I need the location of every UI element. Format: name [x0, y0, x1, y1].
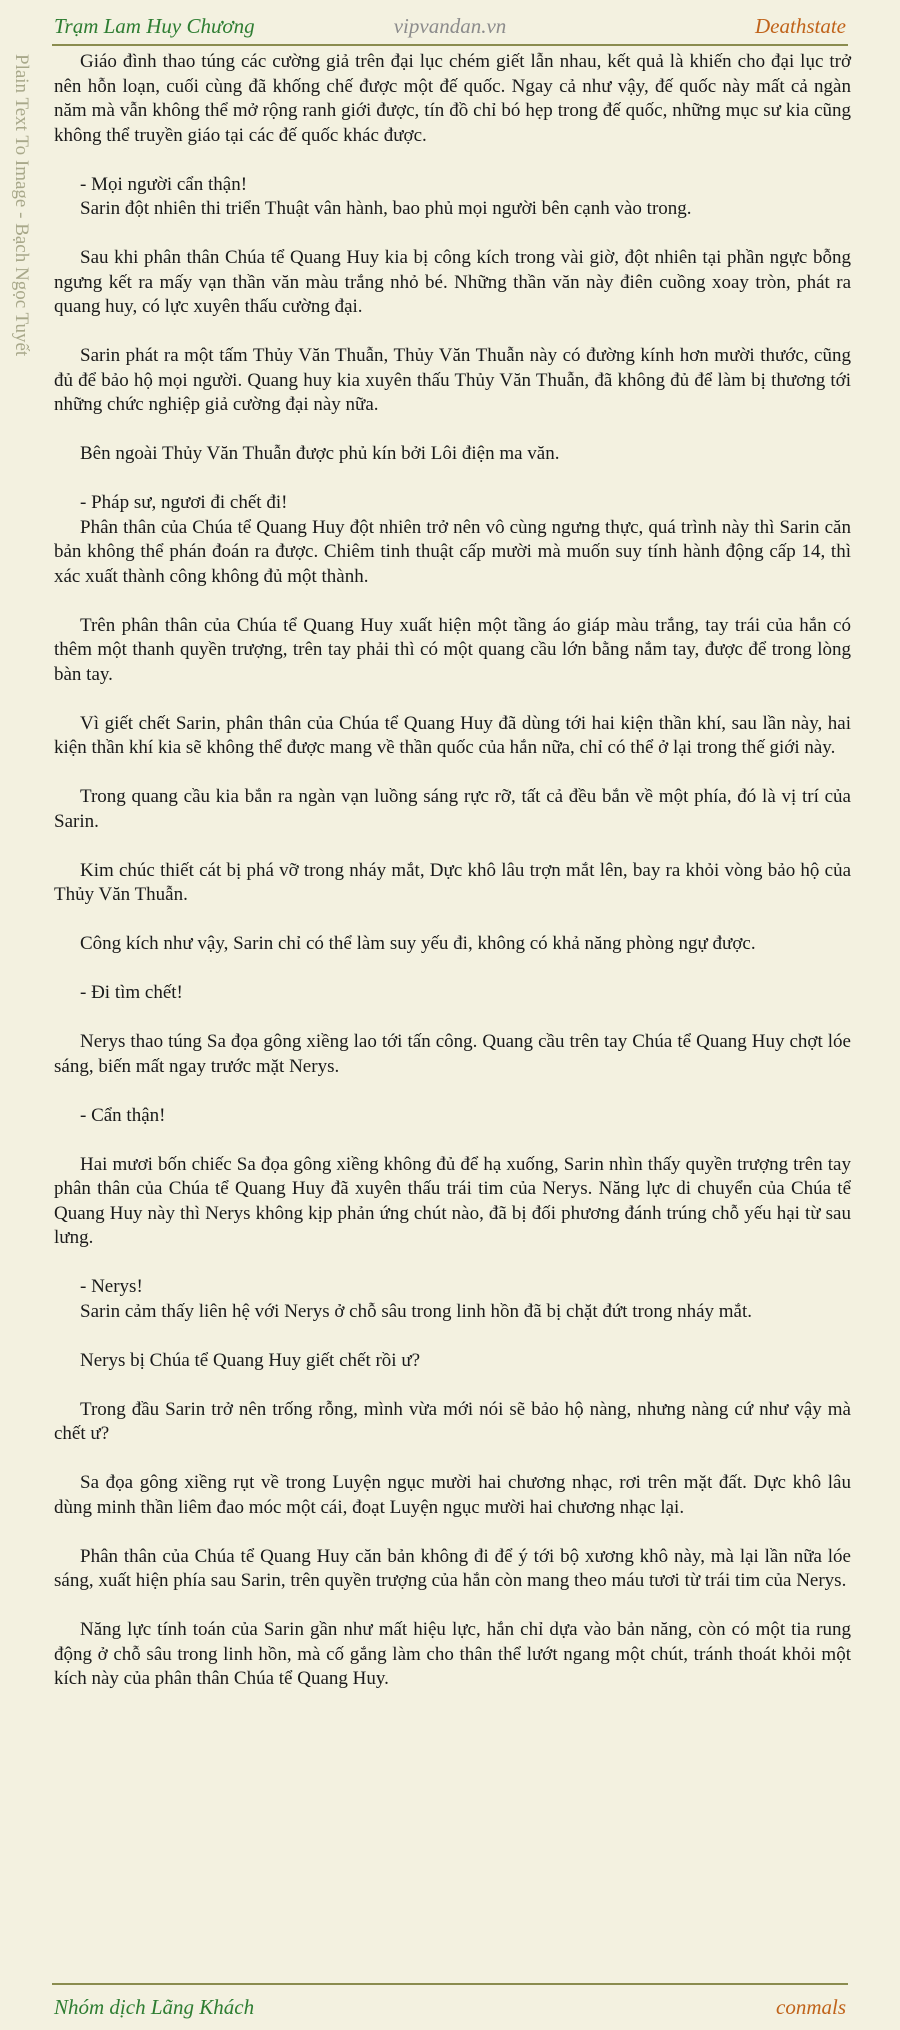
paragraph: Trong quang cầu kia bắn ra ngàn vạn luồng sáng rực rỡ, tất cả đều bắn về một phía, đó là vị trí của Sarin. — [54, 786, 851, 832]
paragraph: Bên ngoài Thủy Văn Thuẫn được phủ kín bởi Lôi điện ma văn. — [80, 443, 560, 464]
footer-editor: conmals — [776, 1995, 846, 2019]
side-watermark — [10, 54, 40, 534]
page-header — [52, 8, 848, 46]
footer-translator-group: Nhóm dịch Lãng Khách — [54, 1995, 255, 2019]
paragraph: Sarin phát ra một tấm Thủy Văn Thuẫn, Thủy Văn Thuẫn này có đường kính hơn mười thước, cũng đủ để bảo hộ mọi người. Quang huy kia xuyên thấu Thủy Văn Thuẫn, đã không đủ để làm bị thương tới những chức nghiệp giả cường đại này nữa. — [54, 345, 851, 415]
paragraph: Sa đọa gông xiềng rụt về trong Luyện ngục mười hai chương nhạc, rơi trên mặt đất. Dực khô lâu dùng minh thần liêm đao móc một cái, đoạt Luyện ngục mười hai chương nhạc lại. — [54, 1472, 851, 1518]
paragraph: Năng lực tính toán của Sarin gần như mất hiệu lực, hắn chỉ dựa vào bản năng, còn có một tia rung động ở chỗ sâu trong linh hồn, mà cố gắng làm cho thân thể lướt ngang một chút, tránh thoát khỏi một kích này của phân thân Chúa tể Quang Huy. — [54, 1619, 851, 1689]
paragraph: Kim chúc thiết cát bị phá vỡ trong nháy mắt, Dực khô lâu trợn mắt lên, bay ra khỏi vòng bảo hộ của Thủy Văn Thuẫn. — [54, 859, 851, 905]
page-footer — [52, 1983, 848, 2025]
dialogue-line: - Pháp sư, ngươi đi chết đi! — [80, 492, 288, 513]
dialogue-line: - Đi tìm chết! — [80, 982, 183, 1003]
dialogue-line: - Cẩn thận! — [80, 1104, 166, 1126]
paragraph: Vì giết chết Sarin, phân thân của Chúa tể Quang Huy đã dùng tới hai kiện thần khí, sau lần này, hai kiện thần khí kia sẽ không thể được mang về thần quốc của hắn nữa, chỉ có thể ở lại trong thế giới này. — [54, 712, 851, 758]
paragraph: Sarin cảm thấy liên hệ với Nerys ở chỗ sâu trong linh hồn đã bị chặt đứt trong nháy mắt. — [80, 1300, 753, 1322]
dialogue-line: - Mọi người cẩn thận! — [80, 173, 248, 195]
paragraph: Nerys bị Chúa tể Quang Huy giết chết rồi ư? — [80, 1349, 421, 1371]
paragraph: Trong đầu Sarin trở nên trống rỗng, mình vừa mới nói sẽ bảo hộ nàng, nhưng nàng cứ như vậy mà chết ư? — [54, 1398, 851, 1444]
paragraph: Sau khi phân thân Chúa tể Quang Huy kia bị công kích trong vài giờ, đột nhiên tại phần ngực bỗng ngưng kết ra mấy vạn thần văn màu trắng nhỏ bé. Những thần văn này điên cuồng xoay tròn, phát ra quang huy, có lực xuyên thấu cường đại. — [54, 247, 851, 317]
paragraph: Hai mươi bốn chiếc Sa đọa gông xiềng không đủ để hạ xuống, Sarin nhìn thấy quyền trượng trên tay phân thân của Chúa tể Quang Huy đã xuyên thấu trái tim của Nerys. Năng lực di chuyển của Chúa tể Quang Huy này thì Nerys không kịp phản ứng chút nào, đã bị đối phương đánh trúng chỗ yếu hại từ sau lưng. — [54, 1153, 851, 1248]
paragraph: Công kích như vậy, Sarin chỉ có thể làm suy yếu đi, không có khả năng phòng ngự được. — [80, 933, 756, 954]
paragraph: Giáo đình thao túng các cường giả trên đại lục chém giết lẫn nhau, kết quả là khiến cho đại lục trở nên hỗn loạn, cuối cùng đã khống chế được một đế quốc. Ngay cả như vậy, đế quốc này mất cả ngàn năm mà vẫn không thể mở rộng ranh giới được, tín đồ chỉ bó hẹp trong đế quốc, những mục sư kia cũng không thể truyền giáo tại các đế quốc khác được. — [54, 51, 851, 146]
paragraph: Trên phân thân của Chúa tể Quang Huy xuất hiện một tầng áo giáp màu trắng, tay trái của hắn có thêm một thanh quyền trượng, trên tay phải thì có một quang cầu lớn bằng nắm tay, được để trong lòng bàn tay. — [54, 614, 851, 685]
paragraph: Phân thân của Chúa tể Quang Huy căn bản không đi để ý tới bộ xương khô này, mà lại lần nữa lóe sáng, xuất hiện phía sau Sarin, trên quyền trượng của hắn còn mang theo máu tươi từ trái tim của Nerys. — [54, 1545, 851, 1591]
side-watermark-text: Plain Text To Image - Bạch Ngọc Tuyết — [11, 54, 32, 357]
document-body — [54, 50, 851, 1716]
paragraph: Nerys thao túng Sa đọa gông xiềng lao tới tấn công. Quang cầu trên tay Chúa tể Quang Huy chợt lóe sáng, biến mất ngay trước mặt Nerys. — [54, 1031, 851, 1077]
header-author: Deathstate — [755, 14, 846, 38]
paragraph: Phân thân của Chúa tể Quang Huy đột nhiên trở nên vô cùng ngưng thực, quá trình này thì Sarin căn bản không thể phán đoán ra được. Chiêm tinh thuật cấp mười mà muốn suy tính hành động cấp 14, thì xác xuất thành công không đủ một thành. — [54, 516, 851, 587]
paragraph: Sarin đột nhiên thi triển Thuật vân hành, bao phủ mọi người bên cạnh vào trong. — [80, 198, 692, 219]
dialogue-line: - Nerys! — [80, 1276, 143, 1297]
header-source-url: vipvandan.vn — [393, 14, 507, 38]
header-site-name: Trạm Lam Huy Chương — [54, 14, 255, 38]
